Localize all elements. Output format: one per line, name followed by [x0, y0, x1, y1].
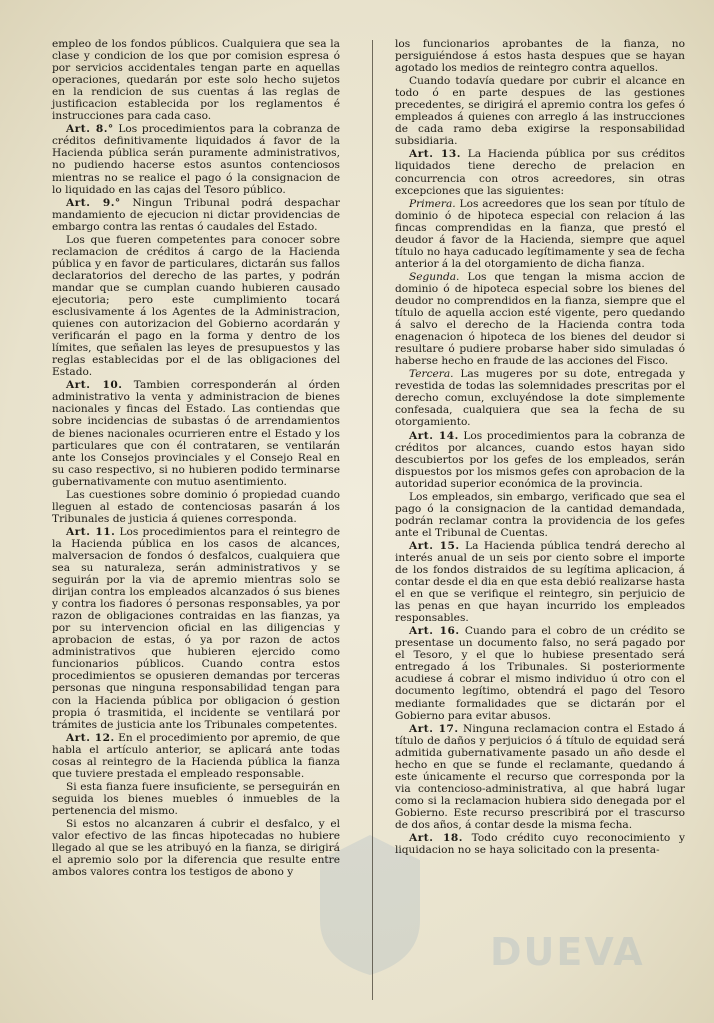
- paragraph-text: Los acreedores que los sean por título de dominio ó de hipoteca especial con relacion á las fincas comprendidas en la fianza, que prestó el deudor á favor de la Hacienda, siempre que aquel título no haya caducado legítimamente y sea de fecha anterior á la del otorgamiento de dicha fianza.: [395, 197, 686, 270]
- paragraph-text: Si esta fianza fuere insuficiente, se perseguirán en seguida los bienes muebles ó inmuebles de la pertenencia del mismo.: [52, 780, 340, 817]
- paragraph-text: Los procedimientos para la cobranza de créditos definitivamente liquidados á favor de la Hacienda pública serán puramente administrativos, no pudiendo hacerse estos asuntos contenciosos mientras no se realice el pago ó la consignacion de lo liquidado en las cajas del Tesoro público.: [52, 123, 340, 196]
- article-label: Art. 11.: [66, 525, 116, 538]
- article-paragraph: [52, 732, 340, 780]
- article-label: Art. 10.: [66, 379, 123, 392]
- exception-item: [395, 198, 685, 270]
- exception-item: [395, 368, 685, 428]
- article-label: Art. 14.: [409, 429, 459, 442]
- paragraph-text: Los procedimientos para la cobranza de créditos por alcances, cuando estos hayan sido descubiertos por los gefes de los empleados, serán dispuestos por los mismos gefes con aprobacion de la autoridad superior económica de la provincia.: [395, 429, 685, 490]
- paragraph-text: Los que fueren competentes para conocer sobre reclamacion de créditos á cargo de la Hacienda pública y en favor de particulares, dictarán sus fallos declaratorios del derecho de las partes, y podrán mandar que se cumplan cuando hubieren causado ejecutoria; pero este cumplimiento tocará esclusivamente á los Agentes de la Administracion, quienes con autorizacion del Gobierno acordarán y verificarán el pago en la forma y dentro de los límites, que señalen las leyes de presupuestos y las reglas establecidas por el de las obligaciones del Estado.: [52, 233, 340, 379]
- item-label: Primera.: [409, 197, 456, 210]
- article-label: Art. 9.°: [66, 196, 121, 209]
- article-paragraph: [395, 540, 685, 624]
- paragraph-text: Los que tengan la misma accion de dominio ó de hipoteca especial sobre los bienes del deudor no comprendidos en la fianza, siempre que el título de aquella accion esté vigente, pero quedando á salvo el derecho de la Hacienda contra toda enagenacion ó hipoteca de los bienes del deudor si resultare ó pudiere probarse haber sido simuladas ó haberse hecho en fraude de las acciones del Fisco.: [395, 270, 685, 368]
- paragraph-text: La Hacienda pública tendrá derecho al interés anual de un seis por ciento sobre el importe de los fondos distraidos de su legítima aplicacion, á contar desde el dia en que esta debió realizarse hasta el en que se verifique el reintegro, sin perjuicio de las penas en que hayan incurrido los empleados responsables.: [395, 539, 685, 625]
- article-label: Art. 13.: [409, 148, 461, 161]
- article-paragraph: [395, 723, 685, 831]
- paragraph-text: Cuando todavía quedare por cubrir el alcance en todo ó en parte despues de las gestiones precedentes, se dirigirá el apremio contra los gefes ó empleados á quienes con arreglo á las instrucciones de cada ramo deba exigirse la responsabilidad subsidiaria.: [395, 75, 685, 148]
- exception-item: [395, 271, 685, 367]
- paragraph: [52, 781, 340, 817]
- left-column: [52, 38, 340, 879]
- article-paragraph: [395, 832, 685, 856]
- paragraph: [52, 489, 340, 525]
- article-label: Art. 18.: [409, 832, 463, 845]
- paragraph-text: Tambien corresponderán al órden administrativo la venta y administracion de bienes nacionales y fincas del Estado. Las contiendas que sobre incidencias de subastas ó de arrendamientos de bienes nacionales ocurrieren entre el Estado y los particulares que con él contrataren, se ventilarán ante los Consejos provinciales y el Consejo Real en su caso respectivo, si no hubieren podido terminarse gubernativamente con mutuo asentimiento.: [52, 379, 340, 488]
- paragraph: [52, 234, 340, 379]
- paragraph: [395, 75, 685, 147]
- paragraph: [395, 491, 685, 539]
- paragraph-text: La Hacienda pública por sus créditos liquidados tiene derecho de prelacion en concurrencia con otros acreedores, sin otras excepciones que las siguientes:: [395, 148, 685, 197]
- item-label: Tercera.: [409, 368, 454, 381]
- paragraph-text: Los empleados, sin embargo, verificado que sea el pago ó la consignacion de la cantidad demandada, podrán reclamar contra la providencia de los gefes ante el Tribunal de Cuentas.: [395, 490, 685, 539]
- article-label: Art. 16.: [409, 625, 460, 638]
- article-paragraph: [395, 625, 685, 721]
- paragraph-text: Las cuestiones sobre dominio ó propiedad cuando lleguen al estado de contenciosas pasarán á los Tribunales de justicia á quienes corresponda.: [52, 488, 340, 525]
- article-paragraph: [52, 379, 340, 487]
- article-label: Art. 8.°: [66, 123, 114, 136]
- article-paragraph: [395, 148, 685, 196]
- right-column: [395, 38, 685, 857]
- item-label: Segunda.: [409, 270, 460, 283]
- paragraph-text: Cuando para el cobro de un crédito se presentase un documento falso, no será pagado por el Tesoro, y el que lo hubiese presentado será entregado á los Tribunales. Si posteriormente acudiese á cobrar el mismo individuo ú otro con el documento legítimo, obtendrá el pago del Tesoro mediante formalidades que se dictarán por el Gobierno para evitar abusos.: [395, 625, 685, 722]
- article-paragraph: [395, 430, 685, 490]
- paragraph-text: Los procedimientos para el reintegro de la Hacienda pública en los casos de alcances, malversacion de fondos ó desfalcos, cualquiera que sea su naturaleza, serán administrativos y se seguirán por la via de apremio mientras solo se dirijan contra los empleados alcanzados ó sus bienes y contra los fiadores ó personas responsables, ya por razon de obligaciones contraidas en las fianzas, ya por su intervencion oficial en las diligencias y aprobacion de estas, ó ya por razon de actos administrativos que hubieren ejercido como funcionarios públicos. Cuando contra estos procedimientos se opusieren demandas por terceras personas que ninguna responsabilidad tengan para con la Hacienda pública por obligacion ó gestion propia ó trasmitida, el incidente se ventilará por trámites de justicia ante los Tribunales competentes.: [52, 525, 340, 731]
- paragraph-text: Todo crédito cuyo reconocimiento y liquidacion no se haya solicitado con la presenta-: [395, 832, 685, 857]
- paragraph-text: En el procedimiento por apremio, de que habla el artículo anterior, se aplicará ante todas cosas al reintegro de la Hacienda pública la fianza que tuviere prestada el empleado responsable.: [52, 731, 340, 780]
- paragraph: [52, 38, 340, 122]
- article-label: Art. 12.: [66, 731, 115, 744]
- column-divider: [372, 40, 373, 1000]
- paragraph-text: Ninguna reclamacion contra el Estado á título de daños y perjuicios ó á título de equidad será admitida gubernativamente pasado un año desde el hecho en que se funde el reclamante, quedando á este únicamente el recurso que corresponda por la via contencioso-administrativa, al que habrá lugar como si la reclamacion hubiera sido denegada por el Gobierno. Este recurso prescribirá por el trascurso de dos años, á contar desde la misma fecha.: [395, 722, 685, 831]
- article-label: Art. 17.: [409, 722, 459, 735]
- paragraph-text: los funcionarios aprobantes de la fianza, no persiguiéndose á estos hasta despues que se hayan agotado los medios de reintegro contra aquellos.: [395, 38, 685, 75]
- paragraph-text: empleo de los fondos públicos. Cualquiera que sea la clase y condicion de los que por comision espresa ó por servicios accidentales tengan parte en aquellas operaciones, quedarán por este solo hecho sujetos en la rendicion de sus cuentas á las reglas de justificacion establecida por los reglamentos é instrucciones para cada caso.: [52, 38, 340, 123]
- paragraph: [52, 818, 340, 878]
- article-paragraph: [52, 526, 340, 731]
- paragraph-text: Las mugeres por su dote, entregada y revestida de todas las solemnidades prescritas por el derecho comun, excluyéndose la dote simplemente confesada, cualquiera que sea la fecha de su otorgamiento.: [395, 368, 685, 429]
- article-paragraph: [52, 123, 340, 195]
- article-label: Art. 15.: [409, 539, 460, 552]
- library-watermark-text: DUEVA: [490, 930, 645, 974]
- paragraph-text: Ningun Tribunal podrá despachar mandamiento de ejecucion ni dictar providencias de embargo contra las rentas ó caudales del Estado.: [52, 196, 340, 233]
- paragraph-text: Si estos no alcanzaren á cubrir el desfalco, y el valor efectivo de las fincas hipotecadas no hubiere llegado al que se les atribuyó en la fianza, se dirigirá el apremio solo por la diferencia que resulte entre ambos valores contra los testigos de abono y: [52, 818, 340, 879]
- article-paragraph: [52, 197, 340, 233]
- paragraph: [395, 38, 685, 74]
